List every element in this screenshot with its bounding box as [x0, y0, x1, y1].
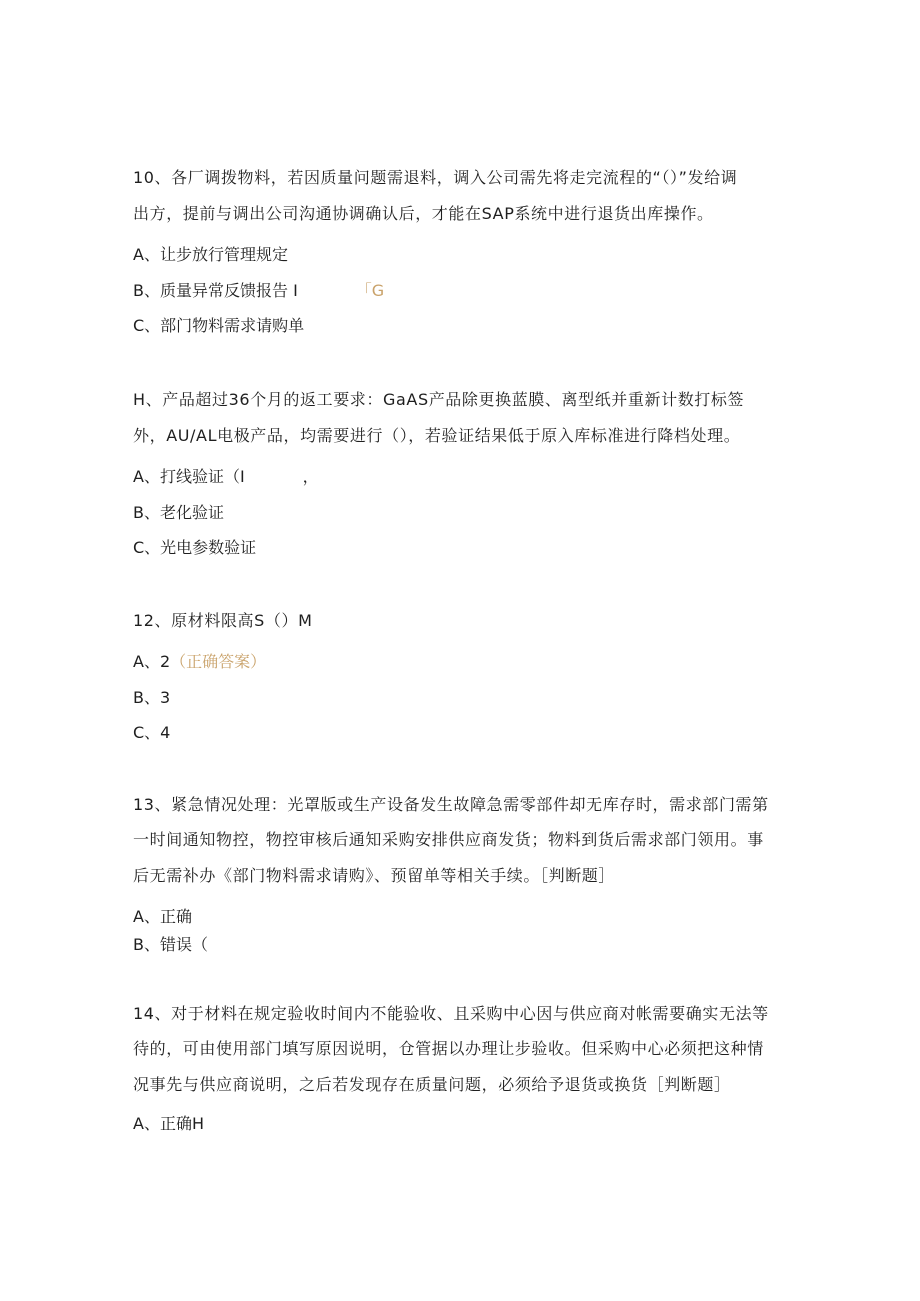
option-a-label: A、2	[133, 652, 171, 671]
question-12-option-a[interactable]	[133, 652, 266, 672]
question-14-line-3: 况事先与供应商说明，之后若发现存在质量问题，必须给予退货或换货［判断题］	[133, 1075, 731, 1094]
correct-answer-tag: （正确答案）	[170, 652, 267, 671]
question-12-option-b[interactable]: B、3	[133, 688, 171, 707]
question-10-line-2: 出方，提前与调出公司沟通协调确认后，才能在SAP系统中进行退货出库操作。	[133, 204, 714, 223]
question-h-line-1: H、产品超过36个月的返工要求：GaAS产品除更换蓝膜、离型纸并重新计数打标签	[133, 390, 745, 409]
question-h-option-b[interactable]: B、老化验证	[133, 503, 224, 522]
question-12-line-1: 12、原材料限高S（）M	[133, 611, 313, 630]
scan-mark: ，	[302, 467, 319, 486]
question-h-option-c[interactable]: C、光电参数验证	[133, 538, 257, 557]
option-b-label: B、质量异常反馈报告 I	[133, 281, 298, 300]
question-h-option-a[interactable]	[133, 467, 319, 487]
question-14-option-a[interactable]: A、正确H	[133, 1114, 204, 1133]
question-10-line-1: 10、各厂调拨物料，若因质量问题需退料，调入公司需先将走完流程的“（）”发给调	[133, 168, 738, 187]
question-13-line-1: 13、紧急情况处理：光罩版或生产设备发生故障急需零部件却无库存时，需求部门需第	[133, 795, 769, 814]
question-13-line-3: 后无需补办《部门物料需求请购》、预留单等相关手续。［判断题］	[133, 866, 616, 885]
scan-mark: 「G	[355, 281, 385, 300]
question-12-option-c[interactable]: C、4	[133, 723, 171, 742]
question-13-option-b[interactable]: B、错误（	[133, 935, 208, 954]
question-10-option-a[interactable]: A、让步放行管理规定	[133, 245, 288, 264]
question-h-line-2: 外，AU/AL电极产品，均需要进行（），若验证结果低于原入库标准进行降档处理。	[133, 426, 741, 445]
question-14-line-2: 待的，可由使用部门填写原因说明，仓管据以办理让步验收。但采购中心必须把这种情	[133, 1039, 764, 1058]
question-13-line-2: 一时间通知物控，物控审核后通知采购安排供应商发货；物料到货后需求部门领用。事	[133, 830, 764, 849]
question-10-option-c[interactable]: C、部门物料需求请购单	[133, 316, 305, 335]
option-a-label: A、打线验证（I	[133, 467, 245, 486]
question-13-option-a[interactable]: A、正确	[133, 907, 192, 926]
question-10-option-b[interactable]	[133, 281, 384, 301]
question-14-line-1: 14、对于材料在规定验收时间内不能验收、且采购中心因与供应商对帐需要确实无法等	[133, 1004, 769, 1023]
